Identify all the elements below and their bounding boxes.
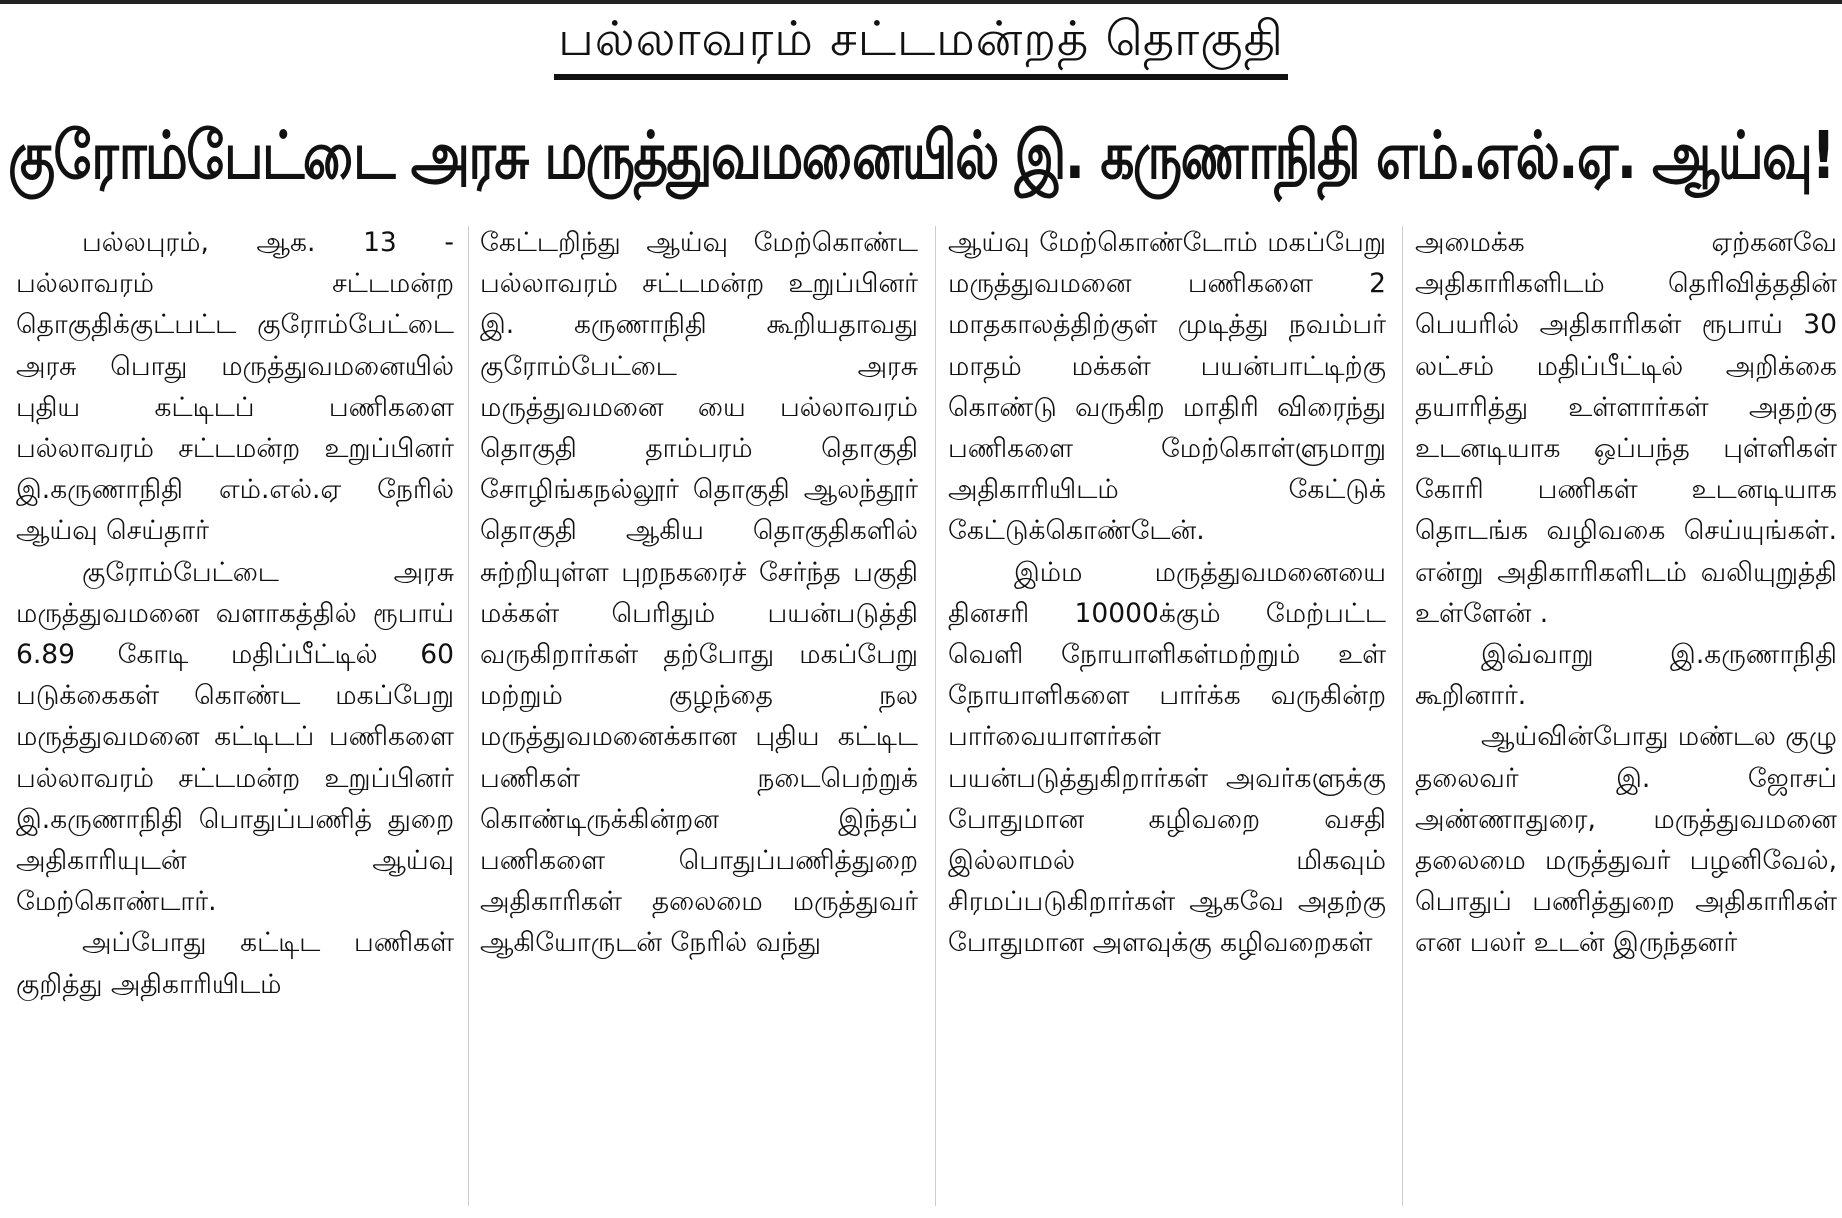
paragraph: அப்போது கட்டிட பணிகள் குறித்து அதிகாரியிடம் [16, 927, 454, 1000]
article-headline: குரோம்பேட்டை அரசு மருத்துவமனையில் இ. கருணாநிதி எம்.எல்.ஏ. ஆய்வு! [8, 117, 1834, 194]
paragraph: இம்ம மருத்துவமனையை தினசரி 10000க்கும் மேற்பட்ட வெளி நோயாளிகள்மற்றும் உள் நோயாளிகளை பார்க்க வருகின்ற பார்வையாளர்கள் பயன்படுத்துகிறார்கள் அவர்களுக்கு போதுமான கழிவறை வசதி இல்லாமல் மிகவும் சிரமப்படுகிறார்கள் ஆகவே அதற்கு போதுமான அளவுக்கு கழிவறைகள் [948, 556, 1386, 959]
paragraph: அமைக்க ஏற்கனவே அதிகாரிகளிடம் தெரிவித்ததின் பெயரில் அதிகாரிகள் ரூபாய் 30 லட்சம் மதிப்பீட்டில் அறிக்கை தயாரித்து உள்ளார்கள் அதற்கு உடனடியாக ஒப்பந்த புள்ளிகள் கோரி பணிகள் உடனடியாக தொடங்க வழிவகை செய்யுங்கள். என்று அதிகாரிகளிடம் வலியுறுத்தி உள்ளேன் . [1415, 227, 1837, 629]
column-2 [480, 222, 918, 1212]
paragraph: குரோம்பேட்டை அரசு மருத்துவமனை வளாகத்தில் ரூபாய் 6.89 கோடி மதிப்பீட்டில் 60 படுக்கைகள் கொண்ட மகப்பேறு மருத்துவமனை கட்டிடப் பணிகளை பல்லாவரம் சட்டமன்ற உறுப்பினர் இ.கருணாநிதி பொதுப்பணித் துறை அதிகாரியுடன் ஆய்வு மேற்கொண்டார். [16, 556, 454, 918]
paragraph: ஆய்வின்போது மண்டல குழு தலைவர் இ. ஜோசப் அண்ணாதுரை, மருத்துவமனை தலைமை மருத்துவர் பழனிவேல், பொதுப் பணித்துறை அதிகாரிகள் என பலர் உடன் இருந்தனர் [1415, 721, 1837, 959]
column-divider [468, 226, 469, 1206]
section-kicker [0, 6, 1842, 80]
paragraph: இவ்வாறு இ.கருணாநிதி கூறினார். [1415, 639, 1837, 712]
top-rule [0, 0, 1842, 4]
column-divider [1402, 226, 1403, 1206]
column-1 [16, 222, 454, 1212]
column-3 [948, 222, 1386, 1212]
column-divider [935, 226, 936, 1206]
paragraph: ஆய்வு மேற்கொண்டோம் மகப்பேறு மருத்துவமனை பணிகளை 2 மாதகாலத்திற்குள் முடித்து நவம்பர் மாதம் மக்கள் பயன்பாட்டிற்கு கொண்டு வருகிற மாதிரி விரைந்து பணிகளை மேற்கொள்ளுமாறு அதிகாரியிடம் கேட்டுக் கேட்டுக்கொண்டேன். [948, 227, 1386, 547]
article-body [10, 222, 1840, 1218]
kicker-text: பல்லாவரம் சட்டமன்றத் தொகுதி [554, 6, 1288, 80]
paragraph: பல்லபுரம், ஆக. 13 - பல்லாவரம் சட்டமன்ற தொகுதிக்குட்பட்ட குரோம்பேட்டை அரசு பொது மருத்துவமனையில் புதிய கட்டிடப் பணிகளை பல்லாவரம் சட்டமன்ற உறுப்பினர் இ.கருணாநிதி எம்.எல்.ஏ நேரில் ஆய்வு செய்தார் [16, 227, 454, 547]
paragraph: கேட்டறிந்து ஆய்வு மேற்கொண்ட பல்லாவரம் சட்டமன்ற உறுப்பினர் இ. கருணாநிதி கூறியதாவது குரோம்பேட்டை அரசு மருத்துவமனை யை பல்லாவரம் தொகுதி தாம்பரம் தொகுதி சோழிங்கநல்லூர் தொகுதி ஆலந்தூர் தொகுதி ஆகிய தொகுதிகளில் சுற்றியுள்ள புறநகரைச் சேர்ந்த பகுதி மக்கள் பெரிதும் பயன்படுத்தி வருகிறார்கள் தற்போது மகப்பேறு மற்றும் குழந்தை நல மருத்துவமனைக்கான புதிய கட்டிட பணிகள் நடைபெற்றுக் கொண்டிருக்கின்றன இந்தப் பணிகளை பொதுப்பணித்துறை அதிகாரிகள் தலைமை மருத்துவர் ஆகியோருடன் நேரில் வந்து [480, 227, 918, 959]
column-4 [1415, 222, 1837, 1212]
